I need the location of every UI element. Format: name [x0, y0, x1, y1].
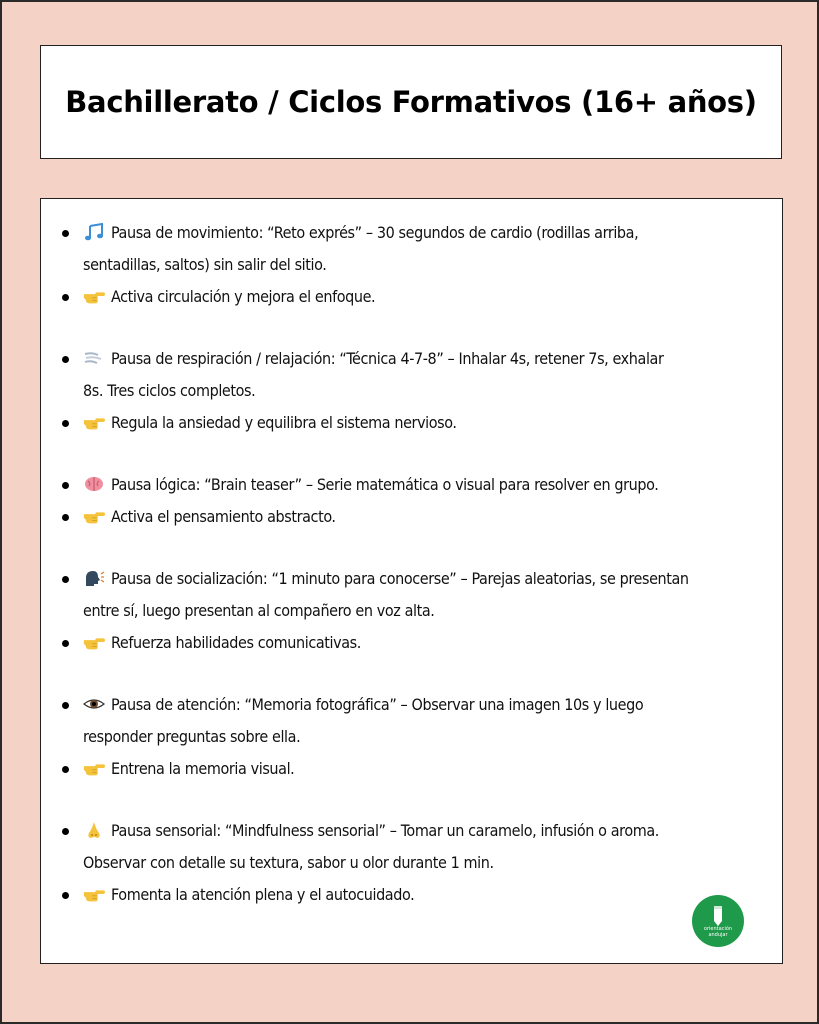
activity-line-continued: [41, 847, 782, 879]
benefit-text: Activa el pensamiento abstracto.: [111, 507, 336, 526]
activity-line: [41, 217, 782, 249]
speaking-head-icon: [83, 569, 111, 588]
bullet: [62, 828, 69, 835]
benefit-text: Regula la ansiedad y equilibra el sistema nervioso.: [111, 413, 457, 432]
page-title: Bachillerato / Ciclos Formativos (16+ años): [65, 85, 757, 119]
activity-group: [41, 563, 782, 659]
benefit-text: Fomenta la atención plena y el autocuidado.: [111, 885, 415, 904]
benefit-line: [41, 501, 782, 533]
activity-line-continued: [41, 595, 782, 627]
brain-icon: [83, 475, 111, 494]
pointing-hand-icon: [83, 885, 105, 903]
bullet: [62, 766, 69, 773]
activity-line-continued: [41, 249, 782, 281]
bullet: [62, 576, 69, 583]
benefit-text: Refuerza habilidades comunicativas.: [111, 633, 361, 652]
benefit-line: [41, 281, 782, 313]
bullet: [62, 356, 69, 363]
activity-group: [41, 689, 782, 785]
nose-icon: [83, 821, 111, 840]
activity-line: [41, 815, 782, 847]
activity-line-continued: [41, 375, 782, 407]
pencil-icon: [711, 904, 725, 926]
content-box: [40, 198, 783, 964]
activity-text: 8s. Tres ciclos completos.: [83, 381, 256, 400]
activity-text: entre sí, luego presentan al compañero en voz alta.: [83, 601, 435, 620]
logo-text-line1: orientación: [703, 926, 733, 932]
activity-line: [41, 469, 782, 501]
benefit-line: [41, 753, 782, 785]
activity-group: [41, 815, 782, 911]
logo-text-line2: andujar: [708, 932, 728, 938]
activity-text: Pausa de respiración / relajación: “Técnica 4-7-8” – Inhalar 4s, retener 7s, exhalar: [111, 349, 664, 368]
pointing-hand-icon: [83, 413, 105, 431]
activity-text: Observar con detalle su textura, sabor u olor durante 1 min.: [83, 853, 494, 872]
activity-text: Pausa de socialización: “1 minuto para conocerse” – Parejas aleatorias, se presentan: [111, 569, 689, 588]
bullet: [62, 230, 69, 237]
pointing-hand-icon: [83, 633, 105, 651]
title-box: [40, 45, 782, 159]
activity-line: [41, 689, 782, 721]
activity-list: [41, 217, 782, 941]
bullet: [62, 420, 69, 427]
activity-line-continued: [41, 721, 782, 753]
bullet: [62, 294, 69, 301]
musical-notes-icon: [83, 223, 111, 242]
pointing-hand-icon: [83, 287, 105, 305]
bullet: [62, 640, 69, 647]
bullet: [62, 702, 69, 709]
orientacion-andujar-logo: [692, 895, 744, 947]
activity-text: sentadillas, saltos) sin salir del sitio.: [83, 255, 327, 274]
bullet: [62, 892, 69, 899]
activity-text: Pausa lógica: “Brain teaser” – Serie matemática o visual para resolver en grupo.: [111, 475, 659, 494]
bullet: [62, 514, 69, 521]
activity-group: [41, 217, 782, 313]
eye-icon: [83, 695, 111, 714]
activity-line: [41, 563, 782, 595]
benefit-text: Activa circulación y mejora el enfoque.: [111, 287, 376, 306]
pointing-hand-icon: [83, 759, 105, 777]
bullet: [62, 482, 69, 489]
pointing-hand-icon: [83, 507, 105, 525]
activity-text: Pausa sensorial: “Mindfulness sensorial” – Tomar un caramelo, infusión o aroma.: [111, 821, 659, 840]
benefit-line: [41, 627, 782, 659]
benefit-text: Entrena la memoria visual.: [111, 759, 295, 778]
activity-text: Pausa de movimiento: “Reto exprés” – 30 segundos de cardio (rodillas arriba,: [111, 223, 639, 242]
activity-line: [41, 343, 782, 375]
activity-text: Pausa de atención: “Memoria fotográfica” – Observar una imagen 10s y luego: [111, 695, 644, 714]
activity-group: [41, 469, 782, 533]
activity-text: responder preguntas sobre ella.: [83, 727, 301, 746]
benefit-line: [41, 879, 782, 911]
activity-group: [41, 343, 782, 439]
benefit-line: [41, 407, 782, 439]
wind-face-icon: [83, 349, 111, 368]
